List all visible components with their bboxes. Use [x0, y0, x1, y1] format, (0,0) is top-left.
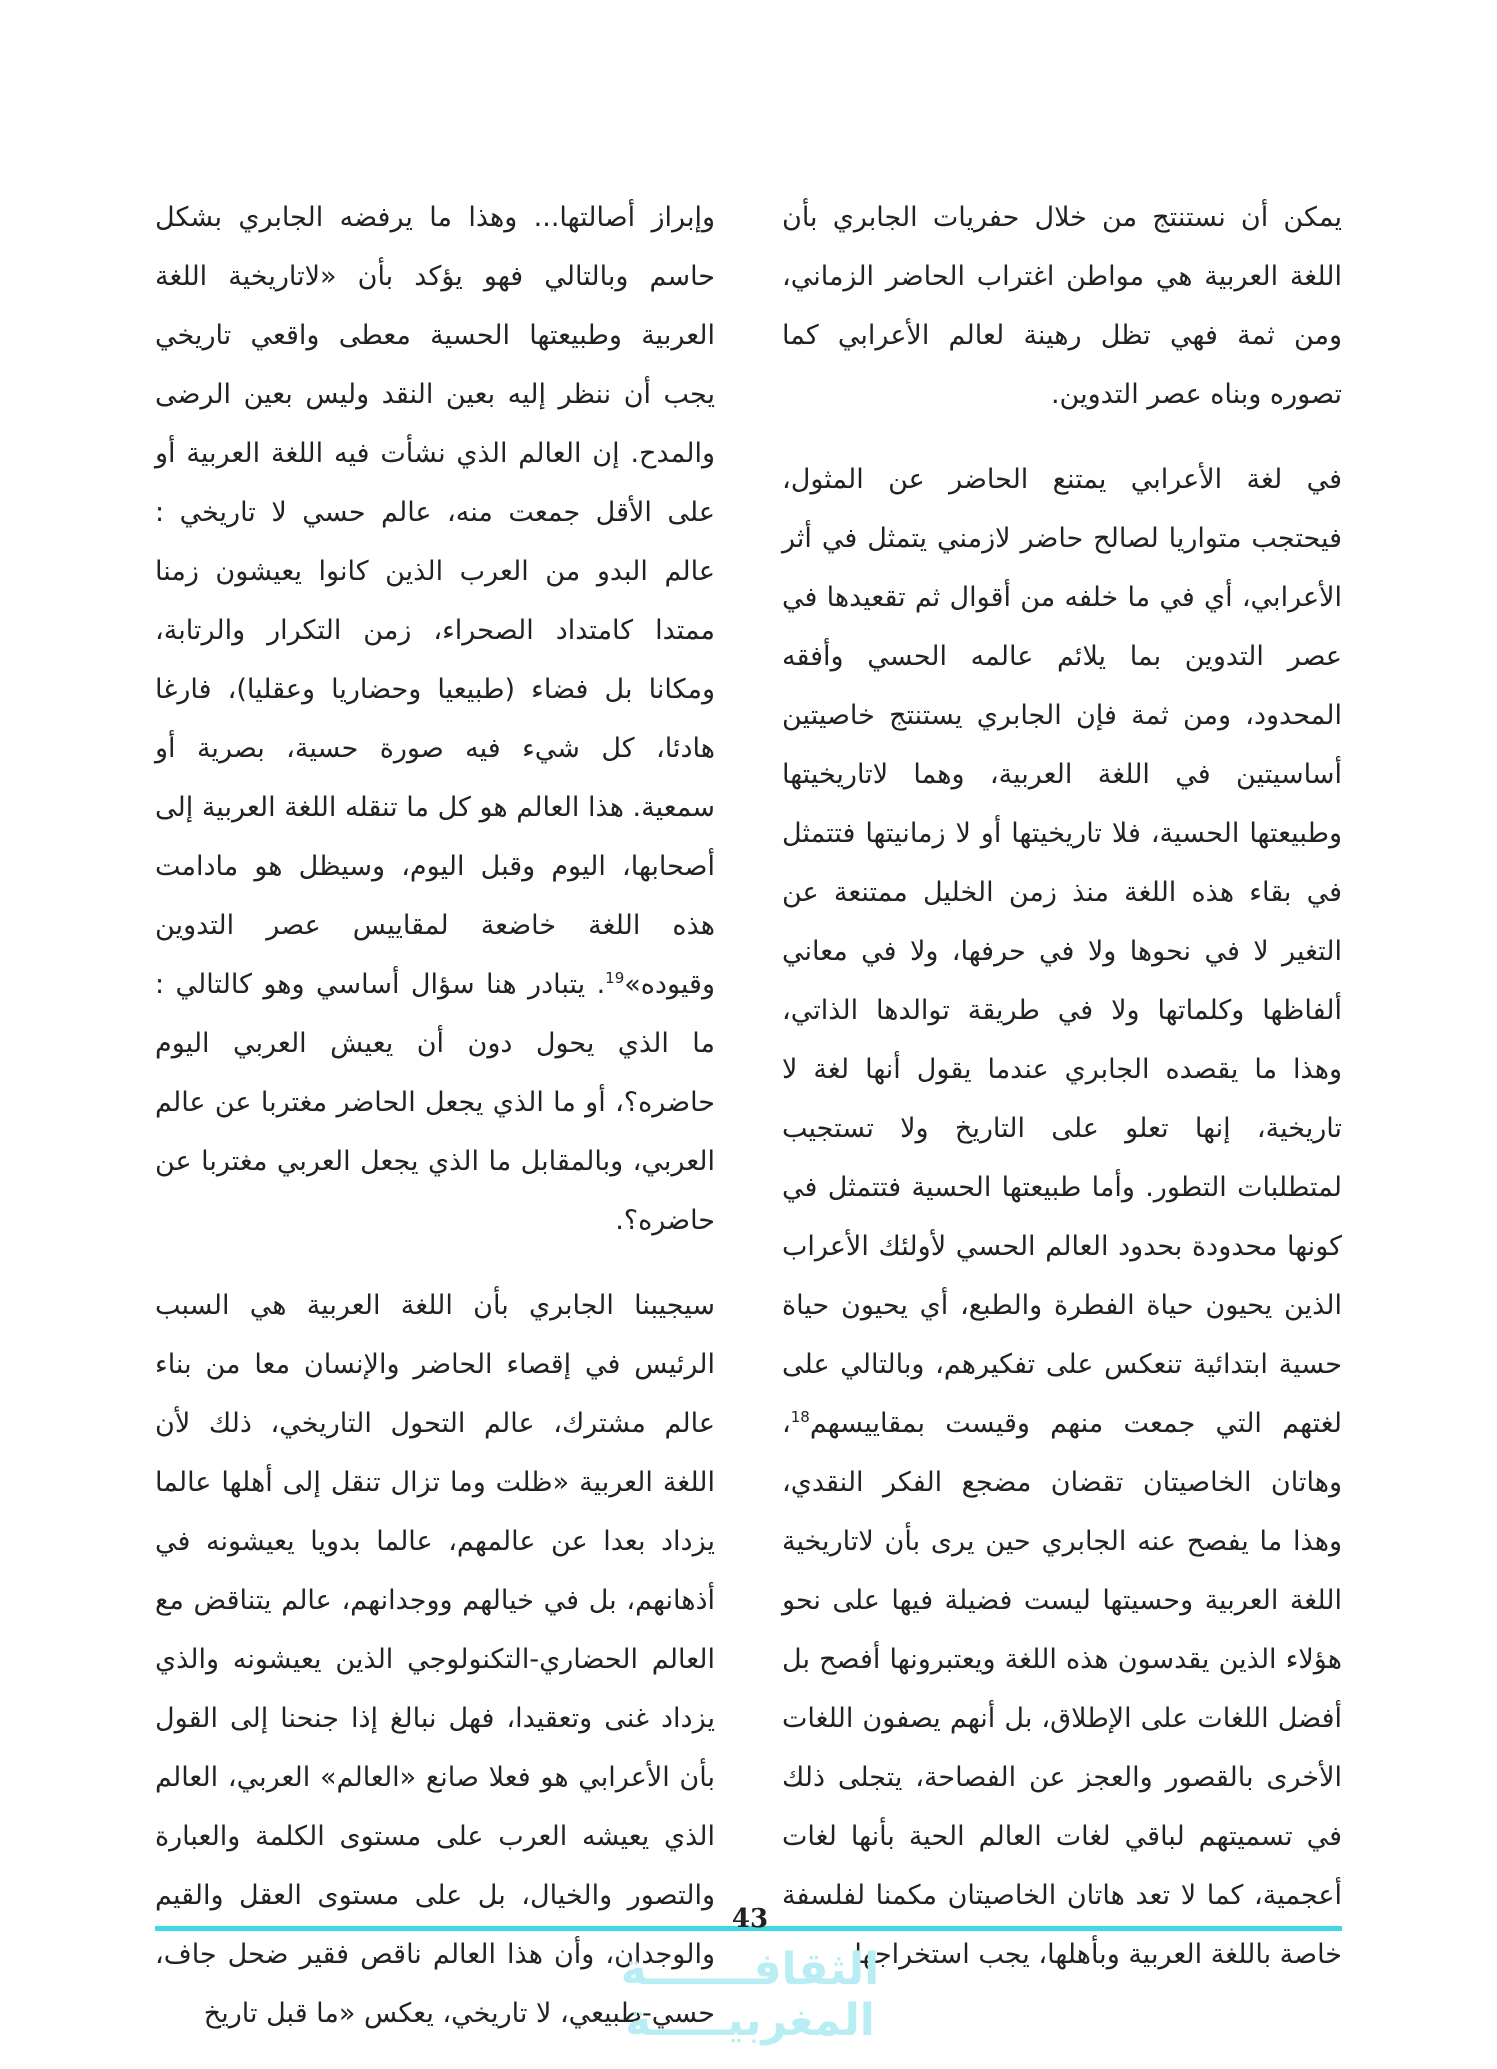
- footnote-marker[interactable]: 18: [790, 1408, 810, 1426]
- paragraph-text: سيجيبنا الجابري بأن اللغة العربية هي السبب الرئيس في إقصاء الحاضر والإنسان معا من بناء عالم مشترك، عالم التحول التاريخي، ذلك لأن اللغة العربية «ظلت وما تزال تنقل إلى أهلها عالما يزداد بعدا عن عالمهم، عالما بدويا يعيشونه في أذهانهم، بل في خيالهم ووجدانهم، عالم يتناقض مع العالم الحضاري-التكنولوجي الذين يعيشونه والذي يزداد غنى وتعقيدا، فهل نبالغ إذا جنحنا إلى القول بأن الأعرابي هو فعلا صانع «العالم» العربي، العالم الذي يعيشه العرب على مستوى الكلمة والعبارة والتصور والخيال، بل على مستوى العقل والقيم والوجدان، وأن هذا العالم ناقص فقير ضحل جاف، حسي-طبيعي، لا تاريخي، يعكس «ما قبل تاريخ: [155, 1290, 715, 2029]
- magazine-title: الثقافـــــــة المغربيـــــة: [620, 1944, 880, 2046]
- page-number: 43: [731, 1904, 769, 1934]
- right-text-column: [782, 188, 1342, 2010]
- footnote-marker[interactable]: 19: [605, 969, 625, 987]
- paragraph-text-continued: . يتبادر هنا سؤال أساسي وهو كالتالي : ما الذي يحول دون أن يعيش العربي اليوم حاضره؟، أو ما الذي يجعل الحاضر مغتربا عن عالم العربي، وبالمقابل ما الذي يجعل العربي مغتربا عن حاضره؟.: [155, 969, 715, 1236]
- footer-divider-left: [155, 1926, 725, 1931]
- left-text-column: [155, 188, 715, 2069]
- paragraph-text: يمكن أن نستنتج من خلال حفريات الجابري بأن اللغة العربية هي مواطن اغتراب الحاضر الزماني، ومن ثمة فهي تظل رهينة لعالم الأعرابي كما تصوره وبناه عصر التدوين.: [782, 202, 1342, 410]
- paragraph-text-continued: ، وهاتان الخاصيتان تقضان مضجع الفكر النقدي، وهذا ما يفصح عنه الجابري حين يرى بأن لاتاريخية اللغة العربية وحسيتها ليست فضيلة فيها على نحو هؤلاء الذين يقدسون هذه اللغة ويعتبرونها أفصح بل أفضل اللغات على الإطلاق، بل أنهم يصفون اللغات الأخرى بالقصور والعجز عن الفصاحة، يتجلى ذلك في تسميتهم لباقي لغات العالم الحية بأنها لغات أعجمية، كما لا تعد هاتان الخاصيتان مكمنا لفلسفة خاصة باللغة العربية وبأهلها، يجب استخراجها: [782, 1408, 1342, 1970]
- paragraph: [155, 188, 715, 1250]
- paragraph-text: وإبراز أصالتها... وهذا ما يرفضه الجابري بشكل حاسم وبالتالي فهو يؤكد بأن «لاتاريخية اللغة العربية وطبيعتها الحسية معطى واقعي تاريخي يجب أن ننظر إليه بعين النقد وليس بعين الرضى والمدح. إن العالم الذي نشأت فيه اللغة العربية أو على الأقل جمعت منه، عالم حسي لا تاريخي : عالم البدو من العرب الذين كانوا يعيشون زمنا ممتدا كامتداد الصحراء، زمن التكرار والرتابة، ومكانا بل فضاء (طبيعيا وحضاريا وعقليا)، فارغا هادئا، كل شيء فيه صورة حسية، بصرية أو سمعية. هذا العالم هو كل ما تنقله اللغة العربية إلى أصحابها، اليوم وقبل اليوم، وسيظل هو مادامت هذه اللغة خاضعة لمقاييس عصر التدوين وقيوده»: [155, 202, 715, 1000]
- paragraph-text: في لغة الأعرابي يمتنع الحاضر عن المثول، فيحتجب متواريا لصالح حاضر لازمني يتمثل في أثر الأعرابي، أي في ما خلفه من أقوال ثم تقعيدها في عصر التدوين بما يلائم عالمه الحسي وأفقه المحدود، ومن ثمة فإن الجابري يستنتج خاصيتين أساسيتين في اللغة العربية، وهما لاتاريخيتها وطبيعتها الحسية، فلا تاريخيتها أو لا زمانيتها فتتمثل في بقاء هذه اللغة منذ زمن الخليل ممتنعة عن التغير لا في نحوها ولا في حرفها، ولا في معاني ألفاظها وكلماتها ولا في طريقة توالدها الذاتي، وهذا ما يقصده الجابري عندما يقول أنها لغة لا تاريخية، إنها تعلو على التاريخ ولا تستجيب لمتطلبات التطور. وأما طبيعتها الحسية فتتمثل في كونها محدودة بحدود العالم الحسي لأولئك الأعراب الذين يحيون حياة الفطرة والطبع، أي يحيون حياة حسية ابتدائية تنعكس على تفكيرهم، وبالتالي على لغتهم التي جمعت منهم وقيست بمقاييسهم: [782, 464, 1342, 1439]
- paragraph: [782, 450, 1342, 1984]
- paragraph: [782, 188, 1342, 424]
